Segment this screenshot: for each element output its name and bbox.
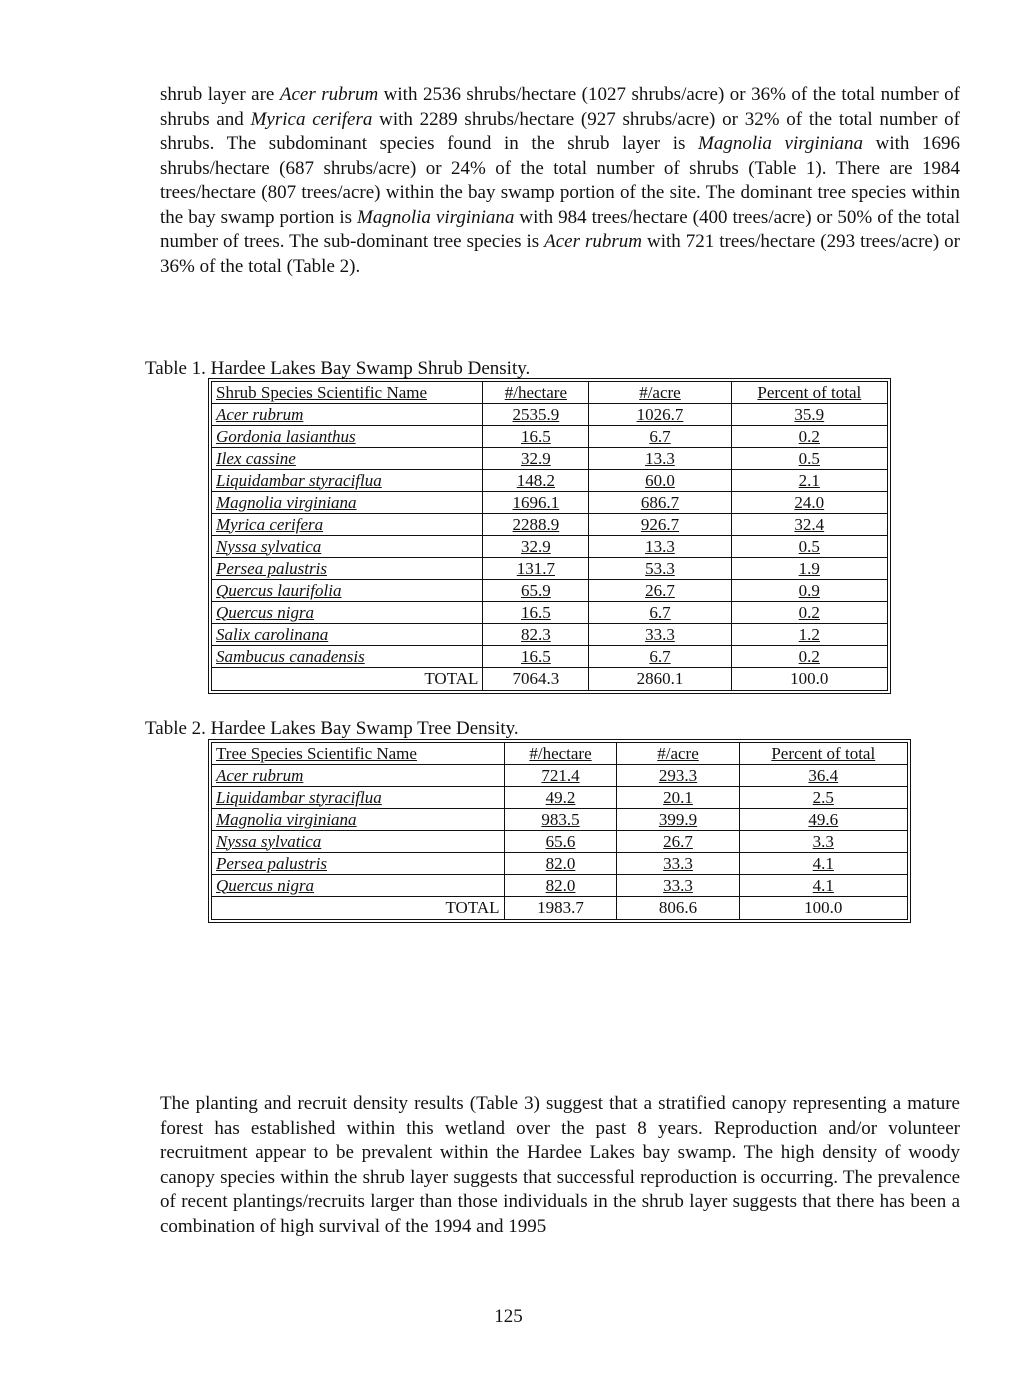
hectare-cell: 49.2 — [504, 787, 617, 809]
species-cell: Nyssa sylvatica — [212, 536, 483, 558]
table-row — [212, 492, 888, 514]
hectare-cell: 1696.1 — [483, 492, 589, 514]
percent-cell: 24.0 — [731, 492, 887, 514]
acre-cell: 53.3 — [589, 558, 731, 580]
acre-cell: 26.7 — [589, 580, 731, 602]
species-cell: Magnolia virginiana — [212, 492, 483, 514]
table2-header-percent: Percent of total — [739, 743, 907, 765]
percent-cell: 0.5 — [731, 448, 887, 470]
percent-cell: 0.5 — [731, 536, 887, 558]
total-row — [212, 897, 908, 920]
table-row — [212, 580, 888, 602]
hectare-cell: 721.4 — [504, 765, 617, 787]
para1-species-1: Acer rubrum — [279, 84, 379, 105]
percent-cell: 0.2 — [731, 602, 887, 624]
table1-body — [212, 404, 888, 691]
species-cell: Acer rubrum — [212, 404, 483, 426]
acre-cell: 20.1 — [617, 787, 739, 809]
species-cell: Gordonia lasianthus — [212, 426, 483, 448]
total-row — [212, 668, 888, 691]
species-cell: Acer rubrum — [212, 765, 505, 787]
total-label: TOTAL — [212, 897, 505, 920]
shrub-density-table — [208, 378, 891, 694]
hectare-cell: 983.5 — [504, 809, 617, 831]
table1-header-name: Shrub Species Scientific Name — [212, 382, 483, 404]
acre-cell: 6.7 — [589, 646, 731, 668]
total-percent: 100.0 — [731, 668, 887, 691]
species-cell: Sambucus canadensis — [212, 646, 483, 668]
species-cell: Quercus nigra — [212, 875, 505, 897]
acre-cell: 399.9 — [617, 809, 739, 831]
species-cell: Liquidambar styraciflua — [212, 787, 505, 809]
table2-header-acre: #/acre — [617, 743, 739, 765]
acre-cell: 293.3 — [617, 765, 739, 787]
table-row — [212, 765, 908, 787]
acre-cell: 6.7 — [589, 602, 731, 624]
para1-text-1: shrub layer are — [160, 84, 280, 105]
para1-text-2: with 2536 shrubs/hectare (1027 shrubs/acre) or 36% of the total number of shrubs and — [160, 84, 960, 130]
table-row — [212, 448, 888, 470]
hectare-cell: 65.6 — [504, 831, 617, 853]
hectare-cell: 16.5 — [483, 426, 589, 448]
table-row — [212, 624, 888, 646]
table1-header-row — [212, 382, 888, 404]
species-cell: Myrica cerifera — [212, 514, 483, 536]
percent-cell: 0.2 — [731, 646, 887, 668]
hectare-cell: 82.3 — [483, 624, 589, 646]
table-row — [212, 875, 908, 897]
total-hectare: 1983.7 — [504, 897, 617, 920]
percent-cell: 0.2 — [731, 426, 887, 448]
species-cell: Liquidambar styraciflua — [212, 470, 483, 492]
acre-cell: 13.3 — [589, 448, 731, 470]
percent-cell: 32.4 — [731, 514, 887, 536]
table-row — [212, 646, 888, 668]
table-row — [212, 853, 908, 875]
table2-body — [212, 765, 908, 920]
species-cell: Persea palustris — [212, 558, 483, 580]
para1-text-6: with 721 trees/hectare (293 trees/acre) or 36% of the total (Table 2). — [160, 231, 960, 277]
acre-cell: 13.3 — [589, 536, 731, 558]
table1-header-percent: Percent of total — [731, 382, 887, 404]
percent-cell: 1.9 — [731, 558, 887, 580]
hectare-cell: 82.0 — [504, 875, 617, 897]
hectare-cell: 65.9 — [483, 580, 589, 602]
results-paragraph: The planting and recruit density results (Table 3) suggest that a stratified canopy representing a mature forest has established within this wetland over the past 8 years. Reproduction and/or volunteer recruitment appear to be prevalent within the Hardee Lakes bay swamp. The high density of woody canopy species within the shrub layer suggests that successful reproduction is occurring. The prevalence of recent plantings/recruits larger than those individuals in the shrub layer suggests that there has been a combination of high survival of the 1994 and 1995 — [160, 1093, 960, 1237]
tree-density-table — [208, 739, 911, 923]
acre-cell: 33.3 — [617, 875, 739, 897]
species-cell: Salix carolinana — [212, 624, 483, 646]
table-row — [212, 426, 888, 448]
species-cell: Quercus laurifolia — [212, 580, 483, 602]
acre-cell: 926.7 — [589, 514, 731, 536]
species-cell: Nyssa sylvatica — [212, 831, 505, 853]
para1-species-5: Acer rubrum — [544, 231, 643, 252]
table-row — [212, 470, 888, 492]
hectare-cell: 131.7 — [483, 558, 589, 580]
total-label: TOTAL — [212, 668, 483, 691]
species-cell: Quercus nigra — [212, 602, 483, 624]
percent-cell: 1.2 — [731, 624, 887, 646]
table2-header-hectare: #/hectare — [504, 743, 617, 765]
percent-cell: 36.4 — [739, 765, 907, 787]
page-number: 125 — [494, 1306, 523, 1327]
acre-cell: 26.7 — [617, 831, 739, 853]
table-row — [212, 831, 908, 853]
table-row — [212, 809, 908, 831]
total-percent: 100.0 — [739, 897, 907, 920]
table-row — [212, 514, 888, 536]
table1-caption: Table 1. Hardee Lakes Bay Swamp Shrub Density. — [145, 358, 531, 379]
table-row — [212, 558, 888, 580]
hectare-cell: 32.9 — [483, 536, 589, 558]
table1-header-acre: #/acre — [589, 382, 731, 404]
acre-cell: 33.3 — [617, 853, 739, 875]
total-acre: 2860.1 — [589, 668, 731, 691]
hectare-cell: 148.2 — [483, 470, 589, 492]
table2-header-name: Tree Species Scientific Name — [212, 743, 505, 765]
hectare-cell: 2535.9 — [483, 404, 589, 426]
species-cell: Magnolia virginiana — [212, 809, 505, 831]
acre-cell: 1026.7 — [589, 404, 731, 426]
table1-header-hectare: #/hectare — [483, 382, 589, 404]
table-row — [212, 404, 888, 426]
table-row — [212, 536, 888, 558]
percent-cell: 35.9 — [731, 404, 887, 426]
acre-cell: 686.7 — [589, 492, 731, 514]
percent-cell: 0.9 — [731, 580, 887, 602]
percent-cell: 49.6 — [739, 809, 907, 831]
species-cell: Ilex cassine — [212, 448, 483, 470]
para1-text-4: with 1696 shrubs/hectare (687 shrubs/acre) or 24% of the total number of shrubs (Table 1). There are 1984 trees/hectare (807 trees/acre) within the bay swamp portion of the site. The dominant tree species within the bay swamp portion is — [160, 133, 961, 228]
total-hectare: 7064.3 — [483, 668, 589, 691]
acre-cell: 60.0 — [589, 470, 731, 492]
percent-cell: 4.1 — [739, 875, 907, 897]
table2-caption: Table 2. Hardee Lakes Bay Swamp Tree Density. — [145, 718, 519, 739]
acre-cell: 33.3 — [589, 624, 731, 646]
species-cell: Persea palustris — [212, 853, 505, 875]
hectare-cell: 82.0 — [504, 853, 617, 875]
para1-text-3: with 2289 shrubs/hectare (927 shrubs/acre) or 32% of the total number of shrubs. The subdominant species found in the shrub layer is — [160, 108, 960, 154]
hectare-cell: 16.5 — [483, 646, 589, 668]
para1-species-3: Magnolia virginiana — [698, 133, 863, 154]
percent-cell: 2.5 — [739, 787, 907, 809]
hectare-cell: 32.9 — [483, 448, 589, 470]
percent-cell: 3.3 — [739, 831, 907, 853]
intro-paragraph — [160, 83, 960, 279]
para1-species-2: Myrica cerifera — [250, 108, 373, 130]
table-row — [212, 787, 908, 809]
table2-header-row — [212, 743, 908, 765]
acre-cell: 6.7 — [589, 426, 731, 448]
hectare-cell: 16.5 — [483, 602, 589, 624]
percent-cell: 2.1 — [731, 470, 887, 492]
hectare-cell: 2288.9 — [483, 514, 589, 536]
total-acre: 806.6 — [617, 897, 739, 920]
para1-text-5: with 984 trees/hectare (400 trees/acre) or 50% of the total number of trees. The sub-dominant tree species is — [160, 206, 961, 252]
table-row — [212, 602, 888, 624]
para1-species-4: Magnolia virginiana — [357, 206, 515, 228]
percent-cell: 4.1 — [739, 853, 907, 875]
